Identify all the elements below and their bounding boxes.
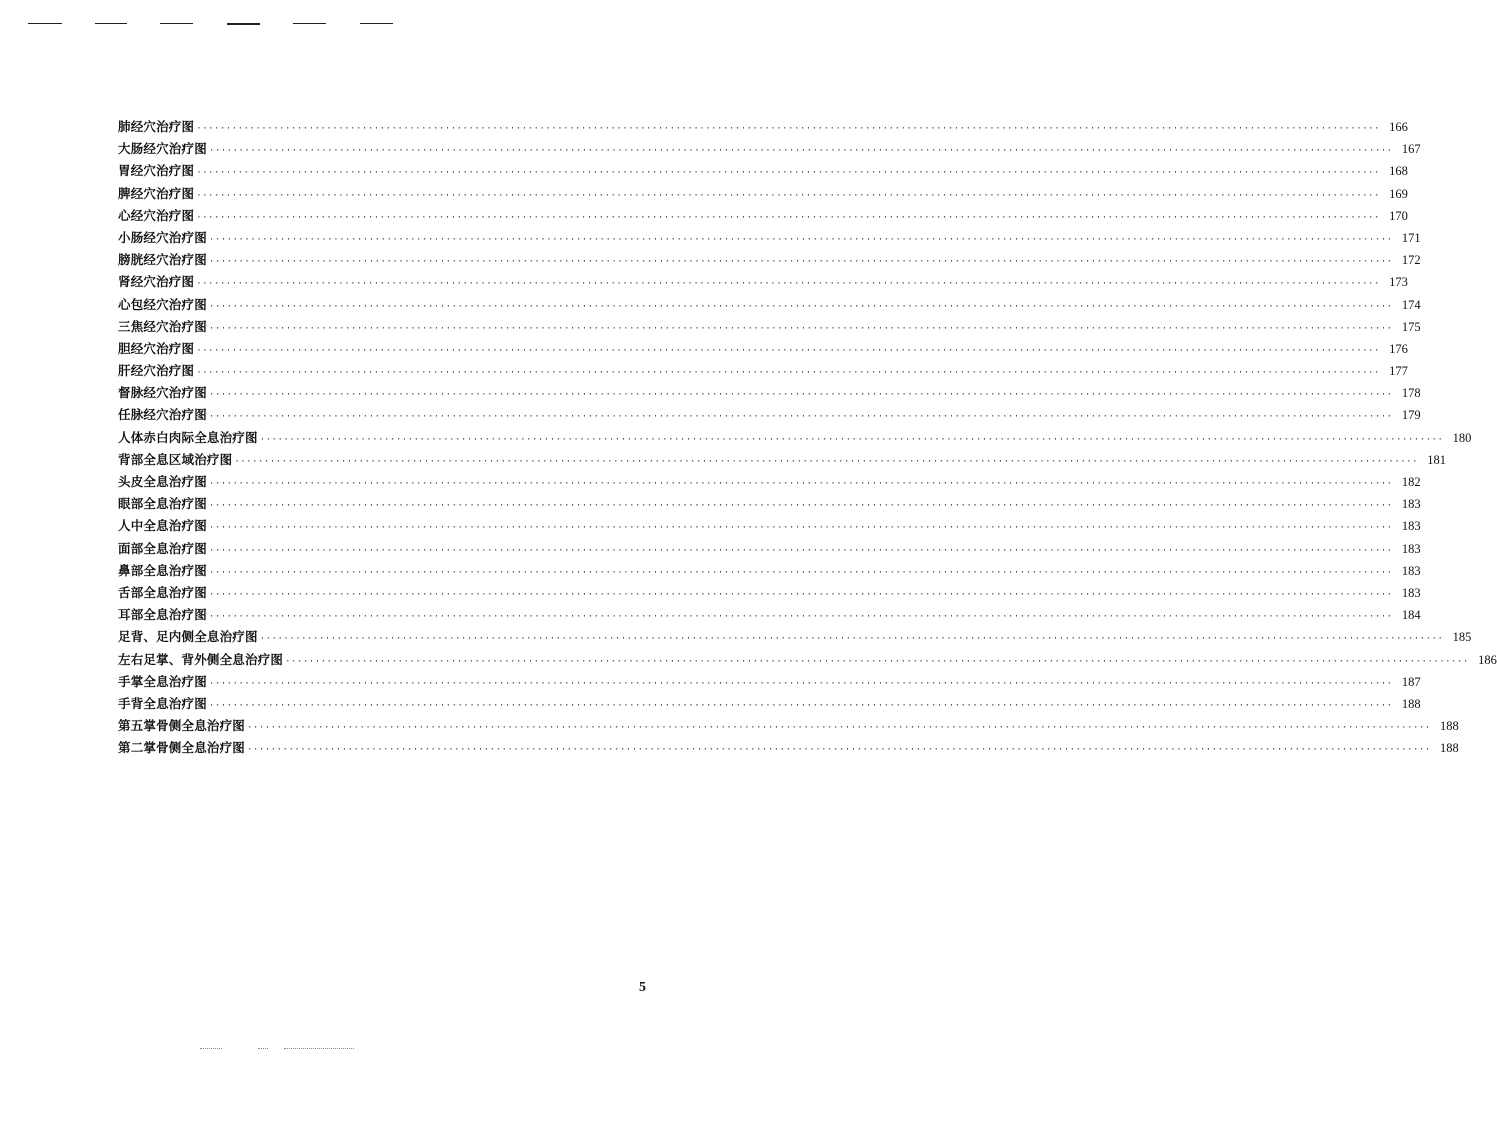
toc-dot-leader: ········································································································································································································ (196, 212, 1380, 223)
toc-entry[interactable] (118, 205, 1408, 227)
toc-entry-page-number: 183 (1401, 541, 1421, 556)
toc-dot-leader: ········································································································································································································ (208, 612, 1393, 623)
toc-dot-leader: ········································································································································································································ (208, 589, 1393, 600)
toc-dot-leader: ········································································································································································································ (196, 345, 1380, 356)
toc-dot-leader: ········································································································································································································ (196, 279, 1380, 290)
toc-entry-page-number: 166 (1389, 120, 1408, 134)
toc-entry[interactable] (118, 515, 1421, 537)
toc-entry-title: 肺经穴治疗图 (118, 119, 195, 134)
toc-entry-title: 左右足掌、背外侧全息治疗图 (118, 651, 284, 667)
toc-entry-title: 面部全息治疗图 (118, 540, 207, 556)
toc-entry-title: 鼻部全息治疗图 (118, 562, 207, 578)
toc-entry-title: 心包经穴治疗图 (118, 296, 207, 312)
toc-entry-page-number: 187 (1401, 674, 1421, 689)
toc-entry-title: 第五掌骨侧全息治疗图 (118, 718, 246, 734)
header-rule-3 (160, 23, 193, 24)
toc-dot-leader: ········································································································································································································ (196, 168, 1380, 179)
header-rule-6 (360, 23, 393, 24)
toc-entry-title: 手背全息治疗图 (118, 695, 207, 711)
toc-dot-leader: ········································································································································································································ (247, 745, 1431, 756)
toc-entry-page-number: 183 (1401, 519, 1421, 534)
toc-dot-leader: ········································································································································································································ (208, 146, 1393, 157)
toc-dot-leader: ········································································································································································································ (208, 323, 1393, 334)
toc-dot-leader: ········································································································································································································ (208, 545, 1393, 556)
toc-entry[interactable] (118, 649, 1497, 671)
toc-entry-title: 头皮全息治疗图 (118, 474, 207, 489)
toc-dot-leader: ········································································································································································································ (196, 190, 1380, 201)
toc-entry-page-number: 183 (1401, 585, 1421, 600)
toc-dot-leader: ········································································································································································································ (208, 234, 1393, 245)
toc-entry[interactable] (118, 116, 1408, 138)
header-rule-2 (95, 23, 127, 24)
toc-entry-title: 脾经穴治疗图 (118, 185, 195, 201)
toc-entry[interactable] (118, 382, 1421, 404)
toc-dot-leader: ········································································································································································································ (208, 479, 1393, 489)
toc-entry-title: 足背、足内侧全息治疗图 (118, 629, 258, 645)
toc-entry-page-number: 183 (1401, 563, 1421, 578)
toc-entry-page-number: 177 (1389, 364, 1408, 379)
toc-entry-page-number: 188 (1439, 719, 1459, 734)
toc-entry-page-number: 178 (1401, 386, 1421, 401)
scan-artifact (284, 1048, 354, 1049)
toc-dot-leader: ········································································································································································································ (208, 523, 1393, 534)
toc-entry-page-number: 183 (1401, 497, 1421, 512)
table-of-contents (118, 116, 1497, 759)
toc-dot-leader: ········································································································································································································ (259, 634, 1444, 645)
toc-entry[interactable] (118, 183, 1408, 205)
toc-entry-title: 胆经穴治疗图 (118, 340, 195, 356)
toc-entry-title: 膀胱经穴治疗图 (118, 252, 207, 268)
toc-dot-leader: ········································································································································································································ (208, 678, 1393, 689)
toc-entry-page-number: 168 (1389, 164, 1408, 179)
toc-entry-title: 眼部全息治疗图 (118, 496, 207, 512)
toc-entry-title: 舌部全息治疗图 (118, 584, 207, 600)
toc-entry[interactable] (118, 427, 1472, 449)
toc-entry-page-number: 174 (1401, 297, 1421, 312)
header-rule-4 (227, 23, 260, 25)
toc-entry-title: 任脉经穴治疗图 (118, 407, 207, 423)
header-rule-5 (293, 23, 326, 24)
toc-entry[interactable] (118, 693, 1421, 715)
toc-entry[interactable] (118, 227, 1421, 249)
toc-entry[interactable] (118, 560, 1421, 582)
toc-entry[interactable] (118, 404, 1421, 426)
toc-dot-leader: ········································································································································································································ (234, 456, 1419, 467)
toc-entry[interactable] (118, 249, 1421, 271)
toc-entry-page-number: 179 (1401, 408, 1421, 423)
toc-entry-title: 胃经穴治疗图 (118, 163, 195, 179)
toc-dot-leader: ········································································································································································································ (208, 567, 1393, 578)
toc-dot-leader: ········································································································································································································ (247, 723, 1431, 734)
toc-dot-leader: ········································································································································································································ (208, 412, 1393, 423)
toc-entry[interactable] (118, 316, 1421, 338)
toc-entry-title: 督脉经穴治疗图 (118, 385, 207, 401)
toc-entry[interactable] (118, 626, 1472, 648)
toc-entry[interactable] (118, 138, 1421, 160)
toc-entry-page-number: 188 (1401, 696, 1421, 711)
toc-dot-leader: ········································································································································································································ (259, 434, 1444, 445)
toc-entry-title: 肝经穴治疗图 (118, 363, 195, 379)
toc-entry-title: 肾经穴治疗图 (118, 274, 195, 290)
toc-entry[interactable] (118, 538, 1421, 560)
toc-entry-page-number: 182 (1401, 475, 1421, 489)
toc-dot-leader: ········································································································································································································ (208, 390, 1393, 401)
toc-entry[interactable] (118, 360, 1408, 382)
toc-dot-leader: ········································································································································································································ (208, 501, 1393, 512)
toc-entry-page-number: 186 (1478, 652, 1497, 667)
toc-entry[interactable] (118, 271, 1408, 293)
toc-entry[interactable] (118, 294, 1421, 316)
toc-entry-title: 背部全息区域治疗图 (118, 451, 233, 467)
toc-dot-leader: ········································································································································································································ (196, 368, 1380, 379)
toc-entry-page-number: 184 (1401, 608, 1421, 623)
toc-entry-title: 人体赤白肉际全息治疗图 (118, 429, 258, 445)
toc-entry-title: 第二掌骨侧全息治疗图 (118, 740, 246, 756)
toc-entry[interactable] (118, 582, 1421, 604)
toc-entry-page-number: 172 (1401, 253, 1421, 268)
scan-artifact (200, 1048, 222, 1049)
toc-entry-title: 人中全息治疗图 (118, 518, 207, 534)
toc-dot-leader: ········································································································································································································ (208, 301, 1393, 312)
toc-dot-leader: ········································································································································································································ (208, 257, 1393, 268)
toc-entry-page-number: 175 (1401, 319, 1421, 334)
toc-entry-page-number: 188 (1439, 741, 1459, 756)
toc-entry-page-number: 180 (1452, 430, 1472, 445)
toc-entry-page-number: 181 (1427, 452, 1447, 467)
toc-entry[interactable] (118, 604, 1421, 626)
toc-entry-page-number: 176 (1389, 341, 1408, 356)
toc-entry[interactable] (118, 160, 1408, 182)
toc-entry-title: 心经穴治疗图 (118, 207, 195, 223)
toc-dot-leader: ········································································································································································································ (285, 656, 1469, 667)
toc-entry-page-number: 173 (1389, 275, 1408, 290)
toc-entry[interactable] (118, 338, 1408, 360)
toc-entry-page-number: 167 (1401, 142, 1421, 157)
toc-entry-page-number: 171 (1401, 230, 1421, 245)
toc-dot-leader: ········································································································································································································ (208, 700, 1393, 711)
toc-entry[interactable] (118, 671, 1421, 693)
header-rule-1 (28, 23, 62, 24)
toc-entry-title: 耳部全息治疗图 (118, 607, 207, 623)
toc-entry-title: 三焦经穴治疗图 (118, 318, 207, 334)
toc-entry-title: 手掌全息治疗图 (118, 673, 207, 689)
toc-dot-leader: ········································································································································································································ (196, 124, 1380, 134)
toc-entry[interactable] (118, 449, 1447, 471)
scan-artifact (258, 1048, 268, 1049)
toc-entry[interactable] (118, 493, 1421, 515)
toc-entry[interactable] (118, 737, 1459, 759)
toc-entry-title: 小肠经穴治疗图 (118, 229, 207, 245)
toc-entry-page-number: 169 (1389, 186, 1408, 201)
toc-entry-title: 大肠经穴治疗图 (118, 141, 207, 157)
toc-entry[interactable] (118, 715, 1459, 737)
toc-entry-page-number: 185 (1452, 630, 1472, 645)
toc-entry[interactable] (118, 471, 1421, 493)
toc-entry-page-number: 170 (1389, 208, 1408, 223)
page-number: 5 (639, 980, 646, 995)
